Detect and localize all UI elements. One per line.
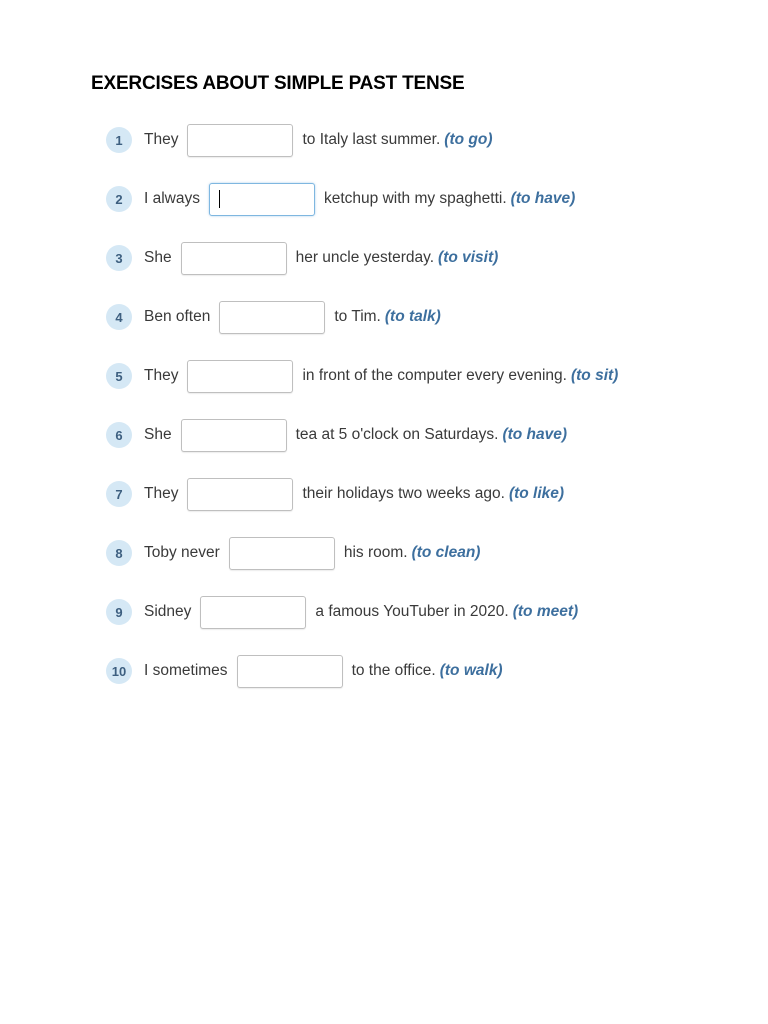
answer-input-8[interactable] [229, 537, 335, 570]
exercise-subject: Ben often [144, 308, 211, 325]
answer-input-2[interactable] [209, 183, 315, 216]
answer-input-10[interactable] [237, 655, 343, 688]
exercise-sentence-rest: to the office. [351, 662, 436, 679]
exercise-number-badge: 8 [106, 540, 132, 566]
verb-hint: (to have) [502, 426, 568, 443]
exercise-subject: They [144, 131, 179, 148]
verb-hint: (to meet) [512, 603, 579, 620]
exercise-number-badge: 6 [106, 422, 132, 448]
text-caret [219, 190, 220, 208]
exercise-subject: I always [144, 190, 200, 207]
verb-hint: (to like) [508, 485, 565, 502]
verb-hint: (to talk) [384, 308, 441, 325]
exercise-number-badge: 1 [106, 127, 132, 153]
page-title: EXERCISES ABOUT SIMPLE PAST TENSE [91, 73, 465, 94]
exercise-sentence-rest: tea at 5 o'clock on Saturdays. [295, 426, 499, 443]
answer-input-5[interactable] [187, 360, 293, 393]
exercise-number-badge: 5 [106, 363, 132, 389]
answer-input-1[interactable] [187, 124, 293, 157]
exercise-row-8 [106, 535, 480, 571]
verb-hint: (to sit) [570, 367, 619, 384]
exercise-subject: Sidney [144, 603, 192, 620]
exercise-subject: Toby never [144, 544, 220, 561]
exercise-sentence-rest: in front of the computer every evening. [302, 367, 567, 384]
exercise-sentence-rest: their holidays two weeks ago. [302, 485, 505, 502]
exercise-row-7 [106, 476, 564, 512]
exercise-row-5 [106, 358, 618, 394]
verb-hint: (to visit) [438, 249, 499, 266]
answer-input-4[interactable] [219, 301, 325, 334]
exercise-row-9 [106, 594, 578, 630]
answer-input-9[interactable] [200, 596, 306, 629]
answer-input-wrap-2 [200, 183, 324, 216]
verb-hint: (to go) [444, 131, 493, 148]
exercise-subject: She [144, 249, 172, 266]
exercise-subject: She [144, 426, 172, 443]
exercise-subject: They [144, 485, 179, 502]
exercise-number-badge: 3 [106, 245, 132, 271]
exercise-row-3 [106, 240, 498, 276]
exercise-row-1 [106, 122, 493, 158]
exercise-number-badge: 9 [106, 599, 132, 625]
exercise-number-badge: 4 [106, 304, 132, 330]
exercise-sentence-rest: a famous YouTuber in 2020. [315, 603, 509, 620]
exercise-row-4 [106, 299, 441, 335]
exercise-row-6 [106, 417, 567, 453]
exercise-row-2 [106, 181, 575, 217]
exercise-sentence-rest: ketchup with my spaghetti. [324, 190, 507, 207]
exercise-number-badge: 10 [106, 658, 132, 684]
exercise-sentence-rest: his room. [343, 544, 408, 561]
verb-hint: (to have) [510, 190, 576, 207]
exercise-sentence-rest: her uncle yesterday. [295, 249, 435, 266]
answer-input-3[interactable] [181, 242, 287, 275]
answer-input-7[interactable] [187, 478, 293, 511]
exercise-sentence-rest: to Tim. [334, 308, 381, 325]
exercise-number-badge: 7 [106, 481, 132, 507]
exercise-subject: They [144, 367, 179, 384]
verb-hint: (to clean) [411, 544, 481, 561]
exercise-row-10 [106, 653, 503, 689]
answer-input-6[interactable] [181, 419, 287, 452]
exercise-number-badge: 2 [106, 186, 132, 212]
exercise-sentence-rest: to Italy last summer. [302, 131, 441, 148]
verb-hint: (to walk) [439, 662, 503, 679]
exercise-subject: I sometimes [144, 662, 228, 679]
